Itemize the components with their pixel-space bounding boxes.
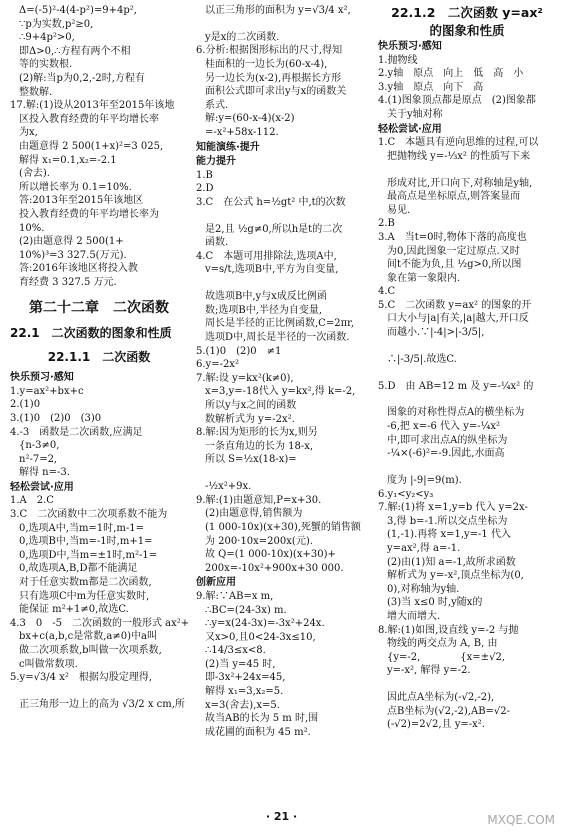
answer-line: (1,-1).再将 x=1,y=-1 代入 [387, 529, 511, 541]
answer-line: 区投入教育经费的年平均增长率 [19, 113, 159, 125]
answer-line: (1 000-10x)(x+30),死蟹的销售额 [205, 521, 361, 533]
answer-line: y=-x², 解得 y=-2. [387, 665, 471, 677]
answer-line: 因此点A坐标为(-√2,-2), [387, 692, 495, 704]
answer-line: 形成对比,开口向下,对称轴是y轴, [387, 177, 533, 189]
answer-line: ∴|-3/5|.故选C. [387, 353, 457, 365]
answer-line: 度为 |-9|=9(m). [387, 474, 462, 486]
column-right-answers [378, 40, 556, 732]
answer-line: {y=-2, {x=±√2, [387, 651, 505, 663]
answer-line: 1.C 本题具有逆向思维的过程,可以 [378, 137, 539, 149]
answer-line: 4.C 本题可用排除法,选项A中, [196, 250, 337, 262]
answer-line [378, 461, 556, 474]
answer-line: 周长是半径的正比例函数,C=2πr, [205, 318, 355, 330]
answer-line: 0,故选项A,B,D都不能满足 [19, 563, 138, 575]
answer-line: 6.y=-2x² [196, 359, 239, 371]
answer-line: 9.解:(1)由题意知,P=x+30. [196, 494, 322, 506]
answer-line: 2.(1)0 [10, 399, 41, 411]
answer-line: 而越小.∵|-4|>|-3/5|, [387, 327, 485, 339]
answer-line [196, 210, 370, 223]
answer-line: 7.解:(1)将 x=1,y=b 代入 y=2x- [378, 502, 528, 514]
watermark: MXQE.COM [487, 813, 555, 827]
answer-line: 故选项B中,y与x成反比例函 [205, 291, 327, 303]
answer-line: 间t不能为负,且 ½g>0,所以图 [387, 259, 522, 271]
subsection-heading: 22.1.1 二次函数 [47, 349, 151, 364]
answer-line: n²-7=2, [19, 453, 58, 465]
answer-line: 0,选项B中,当m=-1时,m+1= [19, 536, 153, 548]
answer-line: (2)由题意得,销售额为 [205, 508, 303, 520]
answer-line: (2)由题意得 2 500(1+ [19, 236, 124, 248]
answer-line: (-√2)=2√2,且 y=-x². [387, 719, 485, 731]
answer-line: 物线的两交点为 A, B, 由 [387, 638, 498, 650]
answer-line: 正三角形一边上的高为 √3/2 x cm,所 [19, 698, 185, 710]
section-label: 快乐预习·感知 [378, 41, 442, 52]
answer-line: ∵p为实数,p²≥0, [19, 18, 94, 30]
answer-line: 3.A 当t=0时,物体下落的高度也 [378, 231, 527, 243]
answer-line: 5.C 二次函数 y=ax² 的图象的开 [378, 299, 532, 311]
answer-line [378, 393, 556, 406]
answer-line: 为x, [19, 127, 38, 139]
answer-line: 6.分析:根据图形标出的尺寸,得知 [196, 45, 343, 57]
answer-line: 2.y轴 原点 向上 低 高 小 [378, 68, 524, 80]
answer-line: 3.y轴 原点 向下 高 [378, 81, 484, 93]
answer-line: 200x=-10x²+900x+30 000. [205, 562, 344, 574]
answer-line: 即Δ>0,∴方程有两个不相 [19, 45, 131, 57]
answer-line: Δ=(-5)²-4(4-p²)=9+4p², [19, 5, 137, 16]
answer-line [10, 685, 188, 698]
answer-line: 10%. [19, 222, 45, 234]
answer-line: (3)当 x≤0 时,y随x的 [387, 597, 483, 609]
answer-line: 点B坐标为(√2,-2),AB=√2- [387, 705, 511, 717]
answer-line [196, 277, 370, 290]
column-middle [196, 4, 370, 739]
answer-line: 增大而增大. [387, 610, 441, 622]
answer-line: 7.解:设 y=kx²(k≠0), [196, 372, 294, 384]
answer-line: 所以y与x之间的函数 [205, 400, 297, 411]
answer-line: 整数解. [19, 86, 53, 98]
answer-line: 1.A 2.C [10, 495, 54, 507]
section-label: 知能演练·提升 [196, 141, 260, 153]
answer-line: 解得 x₁=3,x₂=5. [205, 686, 284, 698]
answer-line: 8.解:(1)如图,设直线 y=-2 与抛 [378, 624, 519, 636]
page-number: · 21 · [265, 810, 298, 823]
answer-line: 4.C [378, 286, 396, 298]
answer-line: 故 Q=(1 000-10x)(x+30)+ [205, 549, 336, 561]
answer-line: 3.C 二次函数中二次项系数不能为 [10, 509, 168, 521]
answer-line: 能保证 m²+1≠0,故选C. [19, 604, 129, 616]
answer-line: 解得 n=-3. [19, 467, 70, 479]
answer-line [378, 163, 556, 176]
answer-line: 另一边长为(x-2),再根据长方形 [205, 72, 342, 84]
answer-line: (舍去). [19, 168, 50, 180]
answer-line: 所以 S=½x(18-x)= [205, 454, 297, 466]
answer-line: 中,即可求出点A的纵坐标为 [387, 434, 508, 446]
lesson-title-line: 22.1.2 二次函数 y=ax² [391, 5, 543, 20]
answer-line: 答:2016年该地区将投入教 [19, 263, 138, 275]
answer-line: 是2,且 ½g≠0,所以h是t的二次 [205, 223, 343, 235]
answer-line: 5.y=√3/4 x² 根据勾股定理得, [10, 672, 153, 684]
answer-line: -¼×(-6)²=-9.因此,水面高 [387, 448, 505, 460]
answer-line: 17.解:(1)设从2013年至2015年该地 [10, 100, 175, 112]
answer-line: -½x²+9x. [205, 481, 252, 493]
answer-line [378, 366, 556, 379]
answer-line: 解析式为 y=-x²,顶点坐标为(0, [387, 570, 524, 582]
answer-line: 4.3 0 -5 二次函数的一般形式 ax²+ [10, 617, 190, 629]
answer-line: 又x>0,且0<24-3x≤10, [205, 631, 316, 643]
answer-line: 选项D中,周长是半径的一次函数. [205, 332, 350, 344]
answer-line: 图象的对称性得点A的横坐标为 [387, 407, 525, 419]
column-right [378, 4, 556, 732]
answer-line: 8.解:因为矩形的长为x,则另 [196, 427, 318, 439]
column-left [10, 4, 188, 712]
answer-line: 桂面积的一边长为(60-x-4), [205, 58, 328, 70]
answer-line: 9.解:∵AB=x m, [196, 590, 274, 602]
answer-line: 数解析式为 y=-2x². [205, 413, 295, 425]
answer-line: ∴BC=(24-3x) m. [205, 604, 287, 616]
answer-line: 函数. [205, 237, 229, 249]
answer-line: 1.B [196, 169, 213, 181]
column-left-answers-bottom [10, 371, 188, 711]
answer-line: (2)解:当p为0,2,-2时,方程有 [19, 72, 145, 84]
answer-line: 由题意得 2 500(1+x)²=3 025, [19, 140, 164, 152]
answer-line: 育经费 3 327.5 万元. [19, 276, 117, 288]
answer-line: v=s/t,选项B中,平方为自变量, [205, 264, 339, 276]
answer-line: 2.D [196, 183, 214, 195]
answer-line: 0),对称轴为y轴. [387, 583, 460, 595]
answer-line: 做二次项系数,b叫做一次项系数, [19, 645, 162, 656]
answer-line: y是x的二次函数. [205, 31, 280, 43]
answer-line: 成花圃的面积为 45 m². [205, 726, 311, 738]
answer-line: ∴14/3≤x<8. [205, 645, 266, 657]
answer-line: =-x²+58x-112. [205, 126, 279, 138]
answer-line: 只有选项C中m为任意实数时, [19, 590, 150, 602]
answer-line: 6.y₁<y₂<y₃ [378, 488, 434, 500]
answer-line: 以正三角形的面积为 y=√3/4 x², [205, 5, 351, 16]
answer-line: 解得 x₁=0.1,x₂=-2.1 [19, 154, 117, 166]
answer-line: 4.-3 函数是二次函数,应满足 [10, 426, 143, 438]
answer-line: bx+c(a,b,c是常数,a≠0)中a叫 [19, 631, 157, 643]
answer-line: 对于任意实数m都是二次函数, [19, 577, 152, 589]
answer-line: 投入教育经费的年平均增长率为 [19, 208, 159, 220]
answer-line: 0,选项D中,当m=±1时,m²-1= [19, 549, 158, 561]
answer-line: 2.B [378, 218, 395, 230]
answer-line: 5.(1)0 (2)0 ≠1 [196, 345, 282, 357]
chapter-heading: 第二十二章 二次函数 [29, 300, 169, 317]
answer-line: 5.D 由 AB=12 m 及 y=-¼x² 的 [378, 380, 534, 392]
answer-line: c叫做常数项. [19, 658, 78, 670]
answer-line: 故当AB的长为 5 m 时,围 [205, 713, 319, 725]
answer-line: 象在第一象限内. [387, 272, 461, 284]
lesson-title-line: 的图象和性质 [429, 22, 505, 38]
column-left-answers-top [10, 4, 188, 289]
answer-line: -6,把 x=-6 代入 y=-¼x² [387, 421, 500, 432]
lesson-title [378, 4, 556, 39]
answer-line: x=3(舍去),x=5. [205, 699, 280, 711]
answer-line: 等的实数根. [19, 59, 73, 71]
section-label: 轻松尝试·应用 [378, 123, 442, 135]
section-label: 能力提升 [196, 156, 236, 168]
answer-line: 一条直角边的长为 18-x, [205, 440, 314, 452]
answer-line: 解:y=(60-x-4)(x-2) [205, 113, 295, 125]
answer-line: 3.(1)0 (2)0 (3)0 [10, 412, 102, 424]
answer-line: {n-3≠0, [19, 440, 60, 452]
section-label: 快乐预习·感知 [10, 372, 74, 384]
answer-line [378, 678, 556, 691]
answer-line: 3.C 在公式 h=½gt² 中,t的次数 [196, 196, 346, 208]
answer-line: 1.y=ax²+bx+c [10, 385, 84, 397]
answer-line: ∴9+4p²>0, [19, 32, 75, 44]
answer-line: (2)当 y=45 时, [205, 658, 276, 670]
answer-line: 3,得 b=-1.所以交点坐标为 [387, 515, 508, 527]
answer-line: 数;选项B中,半径为自变量, [205, 304, 323, 316]
answer-line: 最高点是坐标原点,则答案显而 [387, 191, 521, 203]
answer-line: 1.抛物线 [378, 54, 418, 66]
answer-line: 为 200·10x=200x(元). [205, 535, 313, 547]
section-label: 轻松尝试·应用 [10, 481, 74, 493]
answer-line: x=3,y=-18代入 y=kx²,得 k=-2, [205, 386, 356, 398]
answer-line: 系式. [205, 99, 229, 111]
answer-line: 10%)³=3 327.5(万元). [19, 249, 127, 261]
answer-line: 所以增长率为 0.1=10%. [19, 181, 132, 193]
answer-line: 0,选项A中,当m=1时,m-1= [19, 522, 144, 534]
answer-line: 把抛物线 y=-⅓x² 的性质写下来 [387, 150, 531, 162]
answer-line: (2)由(1)知 a=-1,故所求函数 [387, 556, 516, 568]
answer-line [378, 340, 556, 353]
answer-line: 即-3x²+24x=45, [205, 672, 286, 684]
answer-line: 易见. [387, 204, 411, 216]
answer-line [196, 18, 370, 31]
answer-line: 面积公式即可求出y与x的函数关 [205, 86, 347, 98]
answer-line: 为0,因此图象一定过原点.又时 [387, 245, 520, 257]
answer-line [196, 467, 370, 480]
answer-line: 关于y轴对称 [387, 108, 443, 120]
answer-line: ∴y=x(24-3x)=-3x²+24x. [205, 618, 325, 630]
answer-line: y=ax²,得 a=-1. [387, 542, 461, 554]
answer-line: 4.(1)图象顶点都是原点 (2)图象都 [378, 95, 536, 107]
answer-line: 答:2013年至2015年该地区 [19, 195, 144, 207]
answer-line: 口大小与|a|有关,|a|越大,开口反 [387, 313, 529, 325]
column-middle-answers [196, 4, 370, 739]
section-heading: 22.1 二次函数的图象和性质 [10, 325, 172, 340]
section-label: 创新应用 [196, 577, 236, 589]
